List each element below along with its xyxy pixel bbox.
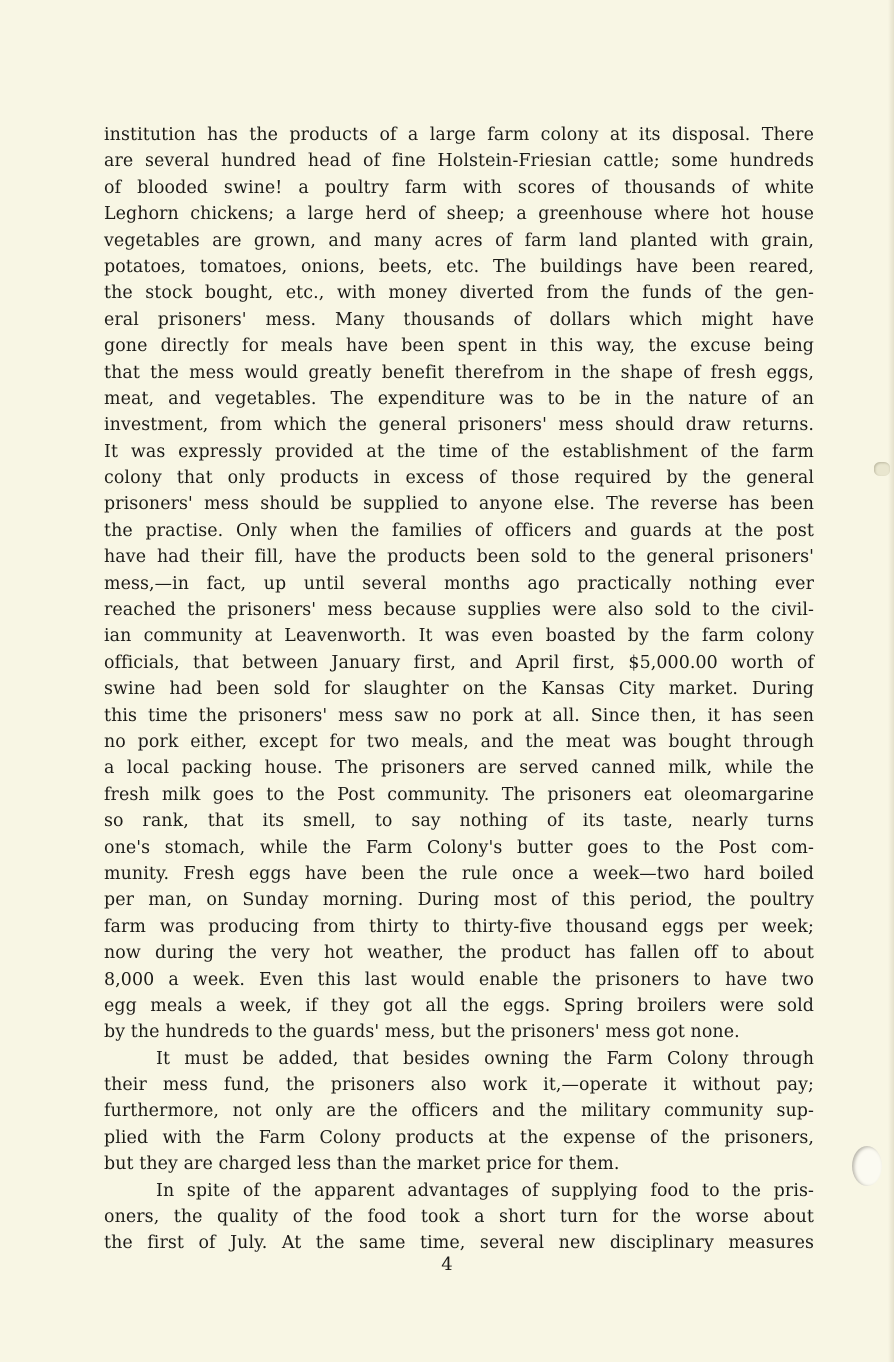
text-line: egg meals a week, if they got all the eggs. Spring broilers were sold — [104, 995, 814, 1016]
text-line: In spite of the apparent advantages of supplying food to the pris- — [156, 1180, 814, 1201]
text-line: of blooded swine! a poultry farm with scores of thousands of white — [104, 177, 814, 198]
text-line: one's stomach, while the Farm Colony's butter goes to the Post com- — [104, 837, 814, 858]
text-line: mess,—in fact, up until several months ago practically nothing ever — [104, 573, 814, 594]
text-line: reached the prisoners' mess because supplies were also sold to the civil- — [104, 600, 814, 621]
text-line: It must be added, that besides owning the Farm Colony through — [156, 1048, 814, 1069]
body-text — [104, 122, 814, 1257]
binding-hole — [852, 1146, 882, 1186]
text-line: their mess fund, the prisoners also work it,—operate it without pay; — [104, 1075, 814, 1096]
text-line: munity. Fresh eggs have been the rule once a week—two hard boiled — [104, 863, 814, 884]
text-line: oners, the quality of the food took a short turn for the worse about — [104, 1207, 814, 1228]
text-line: prisoners' mess should be supplied to anyone else. The reverse has been — [104, 494, 814, 515]
text-line: institution has the products of a large farm colony at its disposal. There — [104, 125, 814, 145]
text-line: the practise. Only when the families of officers and guards at the post — [104, 520, 814, 541]
text-line: eral prisoners' mess. Many thousands of dollars which might have — [104, 309, 814, 330]
text-line: the first of July. At the same time, several new disciplinary measures — [104, 1233, 814, 1254]
text-line: now during the very hot weather, the product has fallen off to about — [104, 943, 814, 964]
text-line: so rank, that its smell, to say nothing of its taste, nearly turns — [104, 811, 814, 832]
text-line: the stock bought, etc., with money diverted from the funds of the gen- — [104, 283, 814, 304]
text-line: are several hundred head of fine Holstein-Friesian cattle; some hundreds — [104, 151, 814, 172]
page-edge-shadow — [888, 0, 894, 1362]
text-line: fresh milk goes to the Post community. The prisoners eat oleomargarine — [104, 784, 814, 805]
text-line: farm was producing from thirty to thirty-five thousand eggs per week; — [104, 916, 814, 937]
text-line: colony that only products in excess of those required by the general — [104, 468, 814, 489]
text-line: have had their fill, have the products been sold to the general prisoners' — [104, 547, 814, 568]
text-line: but they are charged less than the market price for them. — [104, 1154, 620, 1175]
text-line: vegetables are grown, and many acres of farm land planted with grain, — [104, 230, 814, 251]
page-number: 4 — [441, 1254, 453, 1275]
text-line: 8,000 a week. Even this last would enable the prisoners to have two — [104, 969, 814, 990]
text-line: that the mess would greatly benefit therefrom in the shape of fresh eggs, — [104, 362, 814, 383]
text-line: this time the prisoners' mess saw no pork at all. Since then, it has seen — [104, 705, 814, 726]
text-line: meat, and vegetables. The expenditure was to be in the nature of an — [104, 388, 814, 409]
text-line: furthermore, not only are the officers and the military community sup- — [104, 1101, 814, 1122]
text-line: plied with the Farm Colony products at the expense of the prisoners, — [104, 1127, 814, 1148]
text-line: per man, on Sunday morning. During most of this period, the poultry — [104, 890, 814, 911]
text-line: gone directly for meals have been spent in this way, the excuse being — [104, 336, 814, 357]
text-line: potatoes, tomatoes, onions, beets, etc. The buildings have been reared, — [104, 256, 814, 277]
text-line: officials, that between January first, and April first, $5,000.00 worth of — [104, 652, 814, 673]
text-line: swine had been sold for slaughter on the Kansas City market. During — [104, 679, 814, 700]
text-line: by the hundreds to the guards' mess, but the prisoners' mess got none. — [104, 1022, 740, 1043]
text-line: ian community at Leavenworth. It was even boasted by the farm colony — [104, 626, 814, 647]
text-line: Leghorn chickens; a large herd of sheep; a greenhouse where hot house — [104, 204, 814, 225]
text-line: It was expressly provided at the time of the establishment of the farm — [104, 441, 814, 462]
text-line: a local packing house. The prisoners are served canned milk, while the — [104, 758, 814, 779]
text-line: investment, from which the general prisoners' mess should draw returns. — [104, 415, 814, 436]
text-line: no pork either, except for two meals, and the meat was bought through — [104, 731, 814, 752]
